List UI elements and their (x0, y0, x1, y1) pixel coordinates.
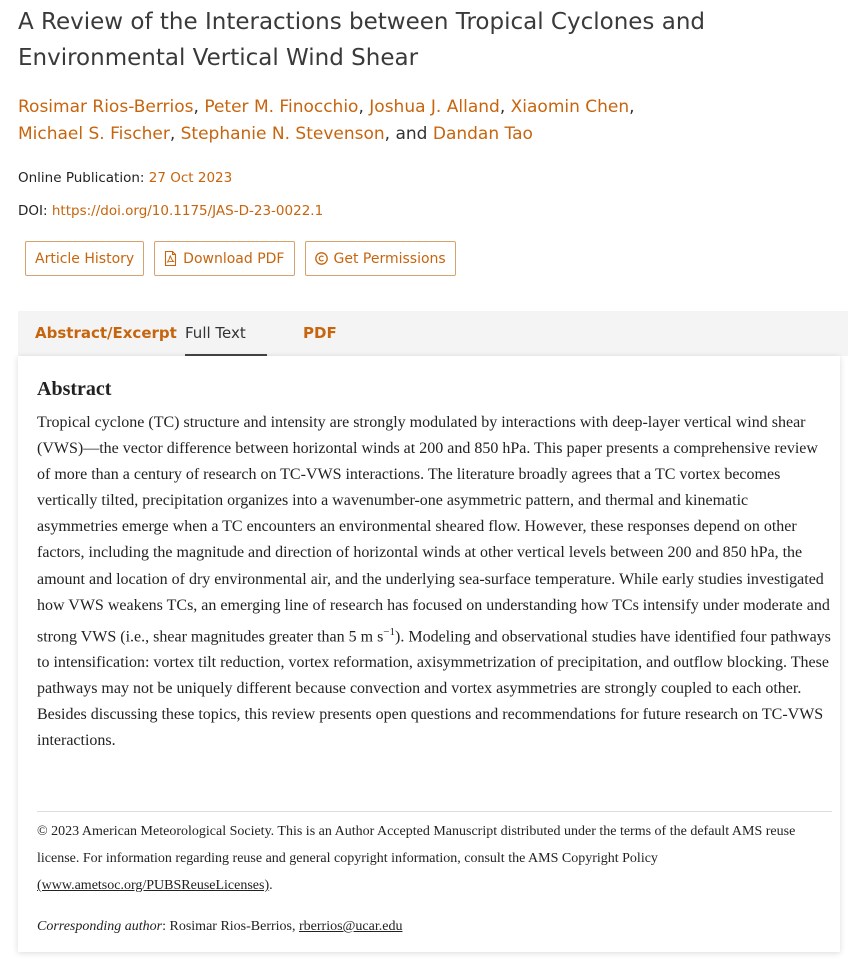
get-permissions-button[interactable] (305, 241, 456, 276)
author-link[interactable]: Michael S. Fischer (18, 124, 170, 144)
doi-link[interactable]: https://doi.org/10.1175/JAS-D-23-0022.1 (51, 203, 324, 219)
author-link[interactable]: Peter M. Finocchio (204, 97, 359, 117)
online-publication-date: 27 Oct 2023 (148, 170, 233, 186)
action-buttons (25, 241, 456, 276)
content-tabs (18, 311, 848, 356)
author-link[interactable]: Stephanie N. Stevenson (180, 124, 385, 144)
get-permissions-label: Get Permissions (333, 250, 446, 267)
author-list: Rosimar Rios-Berrios, Peter M. Finocchio, Joshua J. Alland, Xiaomin Chen, Michael S. Fischer, Stephanie N. Stevenson, and Dandan Tao (18, 97, 635, 144)
tab-abstract[interactable]: Abstract/Excerpt (35, 324, 177, 342)
online-publication (18, 170, 232, 186)
doi-label: DOI: (18, 203, 48, 219)
doi-line (18, 203, 323, 219)
corresponding-author-label: Corresponding author (37, 919, 163, 934)
author-link[interactable]: Rosimar Rios-Berrios (18, 97, 194, 117)
abstract-text: Tropical cyclone (TC) structure and intensity are strongly modulated by interactions with deep-layer vertical wind shear (VWS)—the vector difference between horizontal winds at 200 and 850 hPa. This paper presents a comprehensive review of more than a century of research on TC-VWS interactions. The literature broadly agrees that a TC vortex becomes vertically tilted, precipitation organizes into a wavenumber-one asymmetric pattern, and thermal and kinematic asymmetries emerge when a TC encounters an environmental sheared flow. However, these responses depend on other factors, including the magnitude and direction of horizontal winds at other vertical levels between 200 and 850 hPa, the amount and location of dry environmental air, and the underlying sea-surface temperature. While early studies investigated how VWS weakens TCs, an emerging line of research has focused on understanding how TCs intensify under moderate and strong VWS (i.e., shear magnitudes greater than 5 m $s^{-1}$). Modeling and observational studies have identified four pathways to intensification: vortex tilt reduction, vortex reformation, axisymmetrization of precipitation, and outflow blocking. These pathways may not be uniquely different because convection and vortex asymmetries are strongly coupled to each other. Besides discussing these topics, this review presents open questions and recommendations for future research on TC-VWS interactions. (37, 414, 831, 750)
author-link[interactable]: Joshua J. Alland (369, 97, 500, 117)
copyright-notice: © 2023 American Meteorological Society. This is an Author Accepted Manuscript distributed under the terms of the default AMS reuse license. For information regarding reuse and general copyright information, consult the AMS Copyright Policy (www.ametsoc.org/PUBSReuseLicenses). (37, 824, 796, 893)
article-title: A Review of the Interactions between Tropical Cyclones and Environmental Vertical Wind Shear (18, 9, 705, 71)
online-publication-label: Online Publication: (18, 170, 145, 186)
abstract-panel (18, 356, 840, 952)
article-history-button[interactable] (25, 241, 144, 276)
abstract-heading: Abstract (37, 378, 112, 400)
pdf-file-icon (164, 251, 177, 266)
download-pdf-button[interactable] (154, 241, 294, 276)
author-link[interactable]: Dandan Tao (432, 124, 533, 144)
corresponding-author: Corresponding author: Rosimar Rios-Berrios, rberrios@ucar.edu (37, 919, 403, 934)
email-link[interactable]: rberrios@ucar.edu (299, 919, 403, 934)
reuse-license-link[interactable]: (www.ametsoc.org/PUBSReuseLicenses) (37, 878, 270, 893)
copyright-icon (315, 252, 328, 265)
tab-pdf[interactable]: PDF (303, 324, 337, 342)
tab-full-text[interactable]: Full Text (185, 311, 267, 356)
author-link[interactable]: Xiaomin Chen (510, 97, 630, 117)
article-history-label: Article History (35, 250, 135, 267)
download-pdf-label: Download PDF (183, 250, 285, 267)
divider (37, 811, 832, 812)
